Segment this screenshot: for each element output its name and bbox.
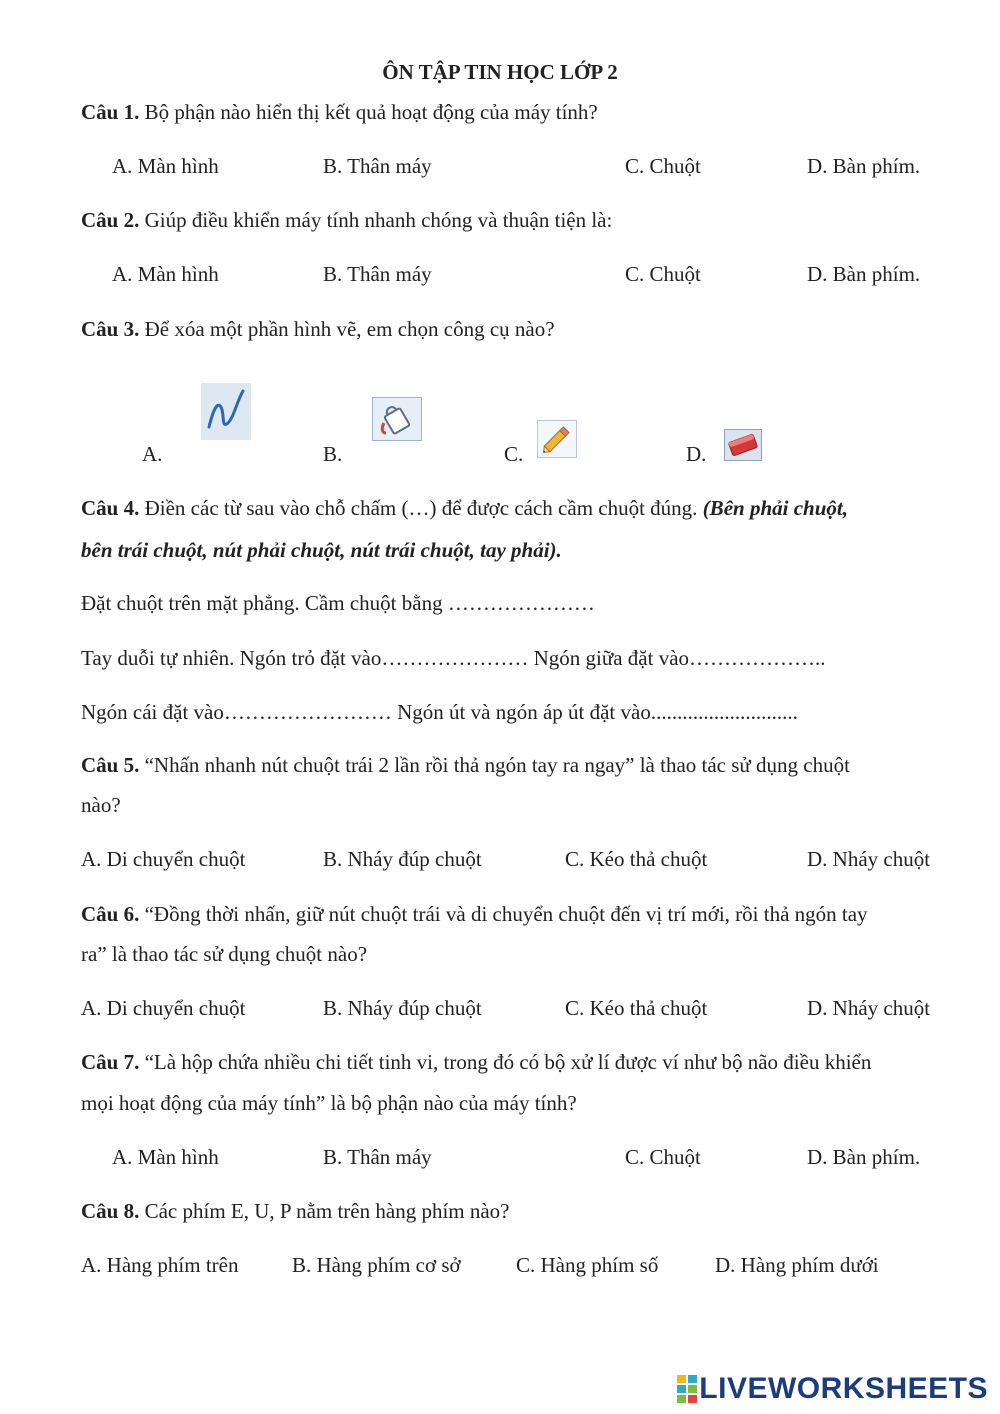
q3-option-c[interactable]: C. (504, 442, 524, 466)
question-1 (81, 100, 598, 125)
question-label: Câu 4. (81, 496, 140, 520)
q3-option-d[interactable]: D. (686, 442, 707, 466)
question-4 (81, 496, 848, 521)
question-emphasis-cont: bên trái chuột, nút phải chuột, nút trái chuột, tay phải). (81, 538, 562, 562)
curve-tool-icon[interactable] (201, 383, 251, 440)
fill-line-1[interactable]: Đặt chuột trên mặt phẳng. Cầm chuột bằng ………………… (81, 591, 595, 615)
question-text: Giúp điều khiển máy tính nhanh chóng và thuận tiện là: (139, 208, 613, 232)
q6-option-a[interactable]: A. Di chuyển chuột (81, 996, 246, 1020)
q6-option-b[interactable]: B. Nháy đúp chuột (323, 996, 482, 1020)
paint-bucket-icon[interactable] (372, 397, 422, 441)
q2-option-a[interactable]: A. Màn hình (112, 262, 219, 286)
q1-option-b[interactable]: B. Thân máy (323, 154, 432, 178)
question-text: Để xóa một phần hình vẽ, em chọn công cụ nào? (139, 317, 555, 341)
question-text: Các phím E, U, P nằm trên hàng phím nào? (139, 1199, 510, 1223)
page-title: ÔN TẬP TIN HỌC LỚP 2 (382, 60, 618, 84)
q8-option-d[interactable]: D. Hàng phím dưới (715, 1253, 879, 1277)
liveworksheets-brand: LIVEWORKSHEETS (699, 1372, 988, 1405)
fill-line-2[interactable]: Tay duỗi tự nhiên. Ngón trỏ đặt vào………………… Ngón giữa đặt vào……………….. (81, 646, 826, 670)
question-6 (81, 902, 868, 927)
question-text-cont: ra” là thao tác sử dụng chuột nào? (81, 942, 368, 966)
pencil-icon[interactable] (537, 420, 577, 458)
question-emphasis: (Bên phải chuột, (702, 496, 848, 520)
q1-option-d[interactable]: D. Bàn phím. (807, 154, 921, 178)
question-label: Câu 5. (81, 753, 140, 777)
q3-option-b[interactable]: B. (323, 442, 343, 466)
question-text: “Nhấn nhanh nút chuột trái 2 lần rồi thả ngón tay ra ngay” là thao tác sử dụng chuột (139, 753, 850, 777)
liveworksheets-logo (677, 1374, 988, 1404)
q2-option-c[interactable]: C. Chuột (625, 262, 701, 286)
q6-option-d[interactable]: D. Nháy chuột (807, 996, 931, 1020)
eraser-icon[interactable] (724, 429, 762, 461)
q5-option-d[interactable]: D. Nháy chuột (807, 847, 931, 871)
q2-option-d[interactable]: D. Bàn phím. (807, 262, 921, 286)
q8-option-c[interactable]: C. Hàng phím số (516, 1253, 659, 1277)
question-2 (81, 208, 612, 233)
q7-option-b[interactable]: B. Thân máy (323, 1145, 432, 1169)
question-7 (81, 1050, 871, 1075)
question-label: Câu 3. (81, 317, 140, 341)
q3-option-a[interactable]: A. (142, 442, 163, 466)
q5-option-b[interactable]: B. Nháy đúp chuột (323, 847, 482, 871)
question-text: “Đồng thời nhấn, giữ nút chuột trái và di chuyển chuột đến vị trí mới, rồi thả ngón tay (139, 902, 868, 926)
q1-option-a[interactable]: A. Màn hình (112, 154, 219, 178)
q8-option-a[interactable]: A. Hàng phím trên (81, 1253, 239, 1277)
q7-option-c[interactable]: C. Chuột (625, 1145, 701, 1169)
q1-option-c[interactable]: C. Chuột (625, 154, 701, 178)
question-text: “Là hộp chứa nhiều chi tiết tinh vi, trong đó có bộ xử lí được ví như bộ não điều khiển (139, 1050, 872, 1074)
question-3 (81, 317, 555, 342)
q5-option-c[interactable]: C. Kéo thả chuột (565, 847, 708, 871)
question-text-cont: mọi hoạt động của máy tính” là bộ phận nào của máy tính? (81, 1091, 577, 1115)
q7-option-a[interactable]: A. Màn hình (112, 1145, 219, 1169)
question-text: Điền các từ sau vào chỗ chấm (…) để được cách cầm chuột đúng. (139, 496, 703, 520)
liveworksheets-logo-icon (677, 1375, 697, 1403)
q6-option-c[interactable]: C. Kéo thả chuột (565, 996, 708, 1020)
question-5 (81, 753, 850, 778)
question-text: Bộ phận nào hiển thị kết quả hoạt động của máy tính? (139, 100, 598, 124)
question-label: Câu 1. (81, 100, 140, 124)
q7-option-d[interactable]: D. Bàn phím. (807, 1145, 921, 1169)
question-text-cont: nào? (81, 793, 121, 817)
question-label: Câu 8. (81, 1199, 140, 1223)
question-label: Câu 6. (81, 902, 140, 926)
fill-line-3[interactable]: Ngón cái đặt vào…………………… Ngón út và ngón áp út đặt vào............................ (81, 700, 798, 724)
q2-option-b[interactable]: B. Thân máy (323, 262, 432, 286)
question-label: Câu 2. (81, 208, 140, 232)
question-8 (81, 1199, 510, 1224)
q8-option-b[interactable]: B. Hàng phím cơ sở (292, 1253, 461, 1277)
q5-option-a[interactable]: A. Di chuyển chuột (81, 847, 246, 871)
question-label: Câu 7. (81, 1050, 140, 1074)
